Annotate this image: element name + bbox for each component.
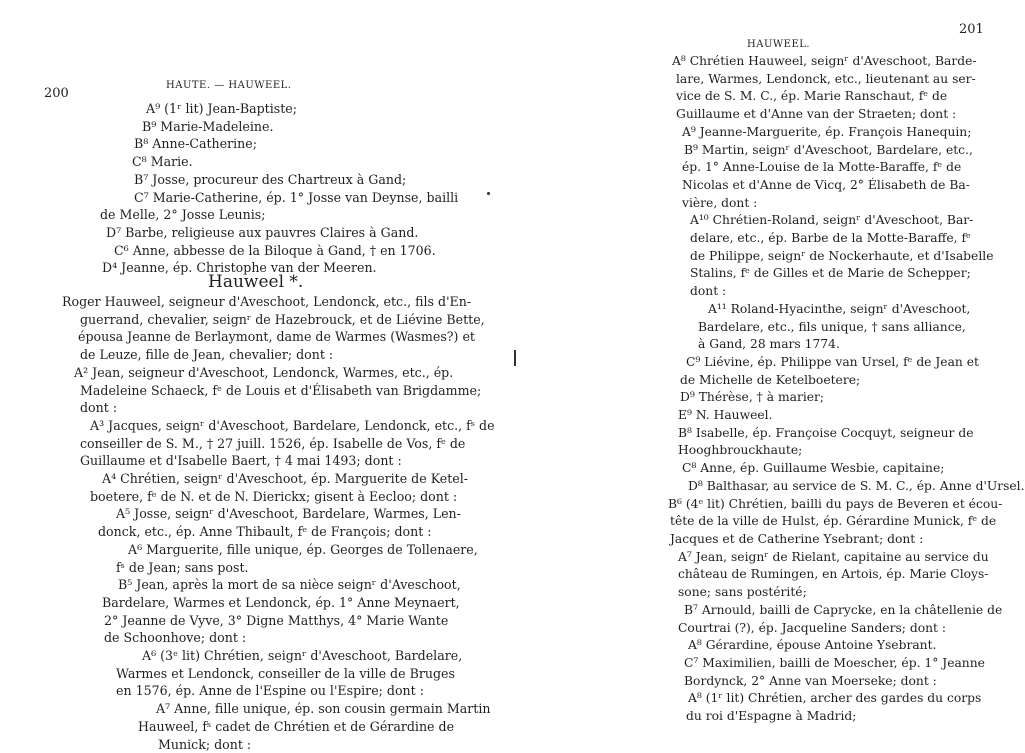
- text-line: A⁹ Jeanne-Marguerite, ép. François Hanequin;: [682, 124, 972, 139]
- text-line: guerrand, chevalier, seignʳ de Hazebrouck, et de Liévine Bette,: [80, 311, 485, 327]
- text-line: B⁹ Marie-Madeleine.: [142, 118, 274, 134]
- text-line: B⁸ Isabelle, ép. Françoise Cocquyt, seigneur de: [678, 425, 974, 440]
- genealogy-body: [668, 53, 1025, 726]
- text-line: en 1576, ép. Anne de l'Espine ou l'Espire; dont :: [116, 683, 424, 699]
- text-line: vière, dont :: [682, 195, 758, 210]
- text-line: dont :: [80, 400, 118, 416]
- text-line: Guillaume et d'Isabelle Baert, † 4 mai 1493; dont :: [80, 453, 402, 469]
- text-line: A³ Jacques, seignʳ d'Aveschoot, Bardelare, Lendonck, etc., fˢ de: [90, 417, 495, 433]
- text-line: épousa Jeanne de Berlaymont, dame de Warmes (Wasmes?) et: [78, 329, 475, 345]
- genealogy-body: [62, 293, 495, 753]
- text-line: Stalins, fᵉ de Gilles et de Marie de Schepper;: [690, 266, 971, 281]
- text-line: B⁶ (4ᵉ lit) Chrétien, bailli du pays de Beveren et écou-: [668, 496, 1003, 511]
- gutter-mark: [514, 350, 516, 366]
- text-line: Warmes et Lendonck, conseiller de la ville de Bruges: [116, 665, 455, 681]
- text-line: D⁴ Jeanne, ép. Christophe van der Meeren.: [102, 260, 377, 276]
- text-line: fˢ de Jean; sans post.: [116, 559, 249, 575]
- text-line: Hauweel, fˢ cadet de Chrétien et de Gérardine de: [138, 718, 455, 734]
- running-head: HAUTE. — HAUWEEL.: [166, 80, 292, 91]
- text-line: Courtrai (?), ép. Jacqueline Sanders; dont :: [678, 620, 947, 635]
- text-line: Nicolas et d'Anne de Vicq, 2° Élisabeth de Ba-: [682, 177, 970, 192]
- text-line: C⁶ Anne, abbesse de la Biloque à Gand, † en 1706.: [114, 242, 436, 258]
- text-line: sone; sans postérité;: [678, 585, 807, 600]
- page-number: 200: [44, 86, 69, 101]
- text-line: à Gand, 28 mars 1774.: [698, 337, 840, 352]
- text-line: Roger Hauweel, seigneur d'Aveschoot, Lendonck, etc., fils d'En-: [62, 294, 472, 309]
- text-line: Bardelare, etc., fils unique, † sans alliance,: [698, 319, 966, 334]
- text-line: C⁷ Marie-Catherine, ép. 1° Josse van Deynse, bailli: [134, 189, 459, 205]
- text-line: B⁸ Anne-Catherine;: [134, 136, 257, 152]
- text-line: A⁸ (1ʳ lit) Chrétien, archer des gardes du corps: [688, 691, 982, 706]
- text-line: delare, etc., ép. Barbe de la Motte-Baraffe, fᵉ: [690, 231, 971, 246]
- right-page: [520, 0, 1025, 724]
- text-line: C⁷ Maximilien, bailli de Moescher, ép. 1° Jeanne: [684, 655, 985, 670]
- text-line: B⁵ Jean, après la mort de sa nièce seignʳ d'Aveschoot,: [118, 577, 461, 593]
- text-line: conseiller de S. M., † 27 juill. 1526, ép. Isabelle de Vos, fᵉ de: [80, 435, 466, 451]
- genealogy-list-top: [98, 100, 458, 277]
- text-line: B⁹ Martin, seignʳ d'Aveschoot, Bardelare, etc.,: [684, 142, 973, 157]
- text-line: A² Jean, seigneur d'Aveschoot, Lendonck, Warmes, etc., ép.: [74, 364, 454, 380]
- text-line: A¹⁰ Chrétien-Roland, seignʳ d'Aveschoot, Bar-: [690, 213, 974, 228]
- text-line: B⁷ Josse, procureur des Chartreux à Gand;: [134, 171, 407, 187]
- text-line: E⁹ N. Hauweel.: [678, 408, 773, 423]
- text-line: D⁸ Balthasar, au service de S. M. C., ép. Anne d'Ursel.: [688, 478, 1025, 493]
- running-head: HAUWEEL.: [747, 39, 811, 50]
- text-line: boetere, fᵉ de N. et de N. Dierickx; gisent à Eecloo; dont :: [90, 488, 458, 504]
- text-line: de Michelle de Ketelboetere;: [680, 372, 861, 387]
- text-line: Madeleine Schaeck, fᵉ de Louis et d'Élisabeth van Brigdamme;: [80, 382, 482, 398]
- text-line: 2° Jeanne de Vyve, 3° Digne Matthys, 4° Marie Wante: [104, 612, 449, 628]
- text-line: A⁶ (3ᵉ lit) Chrétien, seignʳ d'Aveschoot, Bardelare,: [142, 648, 463, 664]
- text-line: B⁷ Arnould, bailli de Caprycke, en la châtellenie de: [684, 602, 1003, 617]
- text-line: Bardelare, Warmes et Lendonck, ép. 1° Anne Meynaert,: [102, 594, 460, 610]
- text-line: A⁵ Josse, seignʳ d'Aveschoot, Bardelare, Warmes, Len-: [116, 506, 461, 522]
- text-line: C⁹ Liévine, ép. Philippe van Ursel, fᵉ de Jean et: [686, 354, 979, 369]
- text-line: C⁸ Marie.: [132, 154, 193, 170]
- text-line: de Leuze, fille de Jean, chevalier; dont :: [80, 347, 334, 363]
- text-line: C⁸ Anne, ép. Guillaume Wesbie, capitaine;: [682, 461, 945, 476]
- text-line: de Melle, 2° Josse Leunis;: [100, 207, 266, 223]
- text-line: Bordynck, 2° Anne van Moerseke; dont :: [684, 673, 937, 688]
- text-line: dont :: [690, 284, 727, 299]
- text-line: vice de S. M. C., ép. Marie Ranschaut, fᵉ de: [676, 89, 948, 104]
- text-line: de Philippe, seignʳ de Nockerhaute, et d'Isabelle: [690, 248, 994, 263]
- text-line: du roi d'Espagne à Madrid;: [686, 709, 857, 724]
- text-line: château de Rumingen, en Artois, ép. Marie Cloys-: [678, 567, 989, 582]
- text-line: A⁷ Anne, fille unique, ép. son cousin germain Martin: [156, 701, 491, 717]
- text-line: A⁶ Marguerite, fille unique, ép. Georges de Tollenaere,: [128, 541, 478, 557]
- text-line: de Schoonhove; dont :: [104, 630, 247, 646]
- text-line: ép. 1° Anne-Louise de la Motte-Baraffe, fᵉ de: [682, 160, 962, 175]
- text-line: Munick; dont :: [158, 736, 252, 752]
- text-line: D⁹ Thérèse, † à marier;: [680, 390, 825, 405]
- text-line: A⁷ Jean, seignʳ de Rielant, capitaine au service du: [678, 549, 989, 564]
- text-line: tête de la ville de Hulst, ép. Gérardine Munick, fᵉ de: [670, 514, 997, 529]
- text-line: A⁸ Gérardine, épouse Antoine Ysebrant.: [688, 638, 937, 653]
- text-line: donck, etc., ép. Anne Thibault, fᵉ de François; dont :: [98, 524, 432, 540]
- text-line: A⁸ Chrétien Hauweel, seignʳ d'Aveschoot, Barde-: [672, 54, 977, 68]
- text-line: Guillaume et d'Anne van der Straeten; dont :: [676, 107, 957, 122]
- page-number: 201: [959, 22, 984, 37]
- gutter-dot: [487, 192, 490, 195]
- text-line: A⁴ Chrétien, seignʳ d'Aveschoot, ép. Marguerite de Ketel-: [102, 471, 469, 487]
- text-line: A⁹ (1ʳ lit) Jean-Baptiste;: [146, 101, 297, 116]
- section-title: Hauweel *.: [208, 272, 304, 292]
- text-line: D⁷ Barbe, religieuse aux pauvres Claires à Gand.: [106, 224, 419, 240]
- text-line: A¹¹ Roland-Hyacinthe, seignʳ d'Aveschoot,: [708, 301, 971, 316]
- text-line: Hooghbrouckhaute;: [678, 443, 803, 458]
- text-line: Jacques et de Catherine Ysebrant; dont :: [670, 531, 924, 546]
- text-line: lare, Warmes, Lendonck, etc., lieutenant au ser-: [676, 71, 976, 86]
